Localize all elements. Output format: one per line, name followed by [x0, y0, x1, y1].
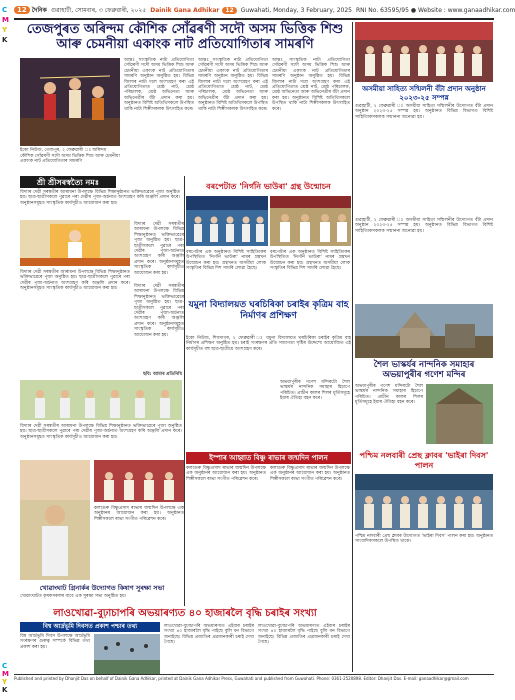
- date-english: Guwahati, Monday, 3 February, 2025: [240, 6, 352, 14]
- date-assamese: গুৱাহাটী, সোমবাৰ, ৩ ফেব্ৰুৱাৰী, ২০২৫: [50, 6, 147, 14]
- saraswati-title: শ্ৰী শ্ৰীসৰস্বত্যৈ নমঃ: [20, 176, 116, 188]
- award-photo: [355, 22, 493, 82]
- isptr-body-3: কলাগুৰু বিষ্ণুপ্ৰসাদ ৰাভাৰ জন্মদিন উপলক্ষে এক অনুষ্ঠানৰ আয়োজন কৰা হয়। অনুষ্ঠানত শিল্পীসকলে ৰাভা সংগীত পৰিৱেশন কৰে।: [94, 506, 184, 522]
- reg-mark-k: K: [2, 36, 8, 44]
- reg-mark-c: C: [2, 6, 8, 14]
- page-header: [14, 3, 515, 17]
- book-body-1: বৰপেটাৰ এক অনুষ্ঠানত বিশিষ্ট সাহিত্যিকৰ উপস্থিতিত 'নিৰ্গনি ভাউৰা' নামৰ গ্ৰন্থখন উন্মোচন কৰা হয়। গ্ৰন্থখনত অসমীয়া লোক সংস্কৃতিৰ বিভিন্ন দিশ সামৰি লোৱা হৈছে।: [186, 250, 266, 272]
- isptr-photo: [20, 460, 90, 580]
- brand-name-en: Dainik Gana Adhikar: [150, 6, 220, 14]
- paschim-photo: [355, 474, 493, 530]
- saraswati-photo: [20, 220, 130, 266]
- temple-title: শৈল ভাস্কৰ্যৰ নান্দনিক সমাহাৰ অভয়াপুৰীৰ গণেশ মন্দিৰ: [373, 360, 475, 380]
- temple-photo: [355, 304, 493, 358]
- imprint-footer: Published and printed by Dhanjit Das on behalf of Dainik Gana Adhikar, printed at Dainik Gana Adhikar Press, Guwahati and published from Guwahati. Phone: 0361-2520898. Editor: Dhanjit Das. E-mail: ganaadhikar@gmail.com: [14, 676, 469, 681]
- lakhi-title: লাওখোৱা-বুঢ়াচাপৰি অভয়াৰণ্যত ৪০ হাজাৰলৈ বৃদ্ধি চৰাইৰ সংখ্যা: [53, 608, 317, 619]
- header-rule: [14, 18, 494, 20]
- saraswati-byline: ছবি: আমাৰ প্ৰতিনিধি: [143, 372, 182, 377]
- isptr-title: ইস্পাৰ আহ্বাত বিষ্ণু ৰাভাৰ জন্মদিন পালন: [186, 452, 351, 464]
- book-photo-2: [270, 196, 351, 246]
- bishwa-title: বিশ্ব আৰ্দ্ৰভূমি দিবসত প্ৰকাশ পশ্চাৰ তথ্য: [20, 622, 160, 632]
- paschim-title: পশ্চিম নলবাৰী প্ৰেছ ক্লাবৰ 'ভাইৰা দিবস' পালন: [359, 450, 489, 470]
- main-caption: ইকো নিউজ, তেজপুৰ, ২ ফেব্ৰুৱাৰী ঃ অৰিন্দম কৌশিক সোঁৱৰণী সদৌ অসম ভিত্তিক শিশু আৰু চেমনীয়া একাংক নাট প্ৰতিযোগিতাৰ সামৰণি: [20, 148, 120, 164]
- yamuna-body: ইকো নিউজ, শিবসাগৰ, ২ ফেব্ৰুৱাৰী ঃ যমুনা বিদ্যালয়ত ঘৰচিৰিকা চৰাইৰ কৃত্ৰিম বাহ নিৰ্মাণৰ প্ৰশিক্ষণ অনুষ্ঠিত হয়। চৰাই সংৰক্ষণৰ প্ৰতি সজাগতা সৃষ্টিৰ উদ্দেশ্যে আয়োজিত এই কাৰ্যসূচীত বহু ছাত্ৰ-ছাত্ৰীয়ে অংশগ্ৰহণ কৰে।: [186, 336, 351, 352]
- award-title: অসমীয়া সাহিত্য সন্মিলনী বঁটা প্ৰদান অনুষ্ঠান ২০২৩-২৫ সম্পন্ন: [362, 84, 486, 102]
- saraswati-body: বিদ্যাৰ দেৱী সৰস্বতীৰ আৰাধনা উপলক্ষে বিভিন্ন শিক্ষানুষ্ঠানত ভক্তিভাৱেৰে পূজা অনুষ্ঠিত হয়। ছাত্ৰ-ছাত্ৰীসকলে পুৱাৰে পৰা দেৱীৰ পূজা-অৰ্চনাত অংশগ্ৰহণ কৰি অঞ্জলি প্ৰদান কৰে। অনুষ্ঠানসমূহত সাংস্কৃতিক কাৰ্যসূচীও আয়োজন কৰা হয়।: [20, 190, 180, 206]
- lakhi-body-1: লাওখোৱা-বুঢ়াচাপৰি অভয়াৰণ্যত এইবাৰ চৰাইৰ সংখ্যা ৪০ হাজাৰলৈ বৃদ্ধি পাইছে বুলি বন বিভাগে জনাইছে। বিভিন্ন প্ৰজাতিৰ প্ৰব্ৰজনকাৰী চৰাই দেখা গৈছে।: [164, 624, 254, 646]
- khowang-title: খোৱাংঘাট গ্ৰিনাৰ্কৰ উদ্যোগত কিষাণ সুৰক্ষা সভা: [39, 584, 165, 592]
- bishwa-body: বিশ্ব আৰ্দ্ৰভূমি দিবস উপলক্ষে আৰ্দ্ৰভূমি সংৰক্ষণৰ গুৰুত্ব সম্পৰ্কে বিভিন্ন তথ্য প্ৰকাশ কৰা হয়।: [20, 634, 90, 650]
- brand-name: দৈনিক: [31, 6, 47, 14]
- khowang-body: খোৱাংঘাটত কৃষকসকলৰ বাবে এক সুৰক্ষা সভা অনুষ্ঠিত হয়।: [20, 594, 127, 599]
- page-number-2: 12: [222, 7, 236, 14]
- main-headline: তেজপুৰত অৰিন্দম কৌশিক সোঁৱৰণী সদৌ অসম ভিত্তিক শিশু আৰু চেমনীয়া একাংক নাট প্ৰতিযোগিতাৰ সামৰণি: [26, 22, 344, 52]
- book-body-2: বৰপেটাৰ এক অনুষ্ঠানত বিশিষ্ট সাহিত্যিকৰ উপস্থিতিত 'নিৰ্গনি ভাউৰা' নামৰ গ্ৰন্থখন উন্মোচন কৰা হয়। গ্ৰন্থখনত অসমীয়া লোক সংস্কৃতিৰ বিভিন্ন দিশ সামৰি লোৱা হৈছে।: [270, 250, 350, 272]
- rni-website: RNI No. 63595/95 ● Website : www.ganaadhikar.com: [355, 6, 515, 14]
- reg-mark-k-bottom: K: [2, 686, 8, 694]
- award-body-2: গুৱাহাটী, ২ ফেব্ৰুৱাৰী ঃ অসমীয়া সাহিত্য সন্মিলনীৰ উদ্যোগত বঁটা প্ৰদান অনুষ্ঠান ২০২৩-২৫ সম্পন্ন হয়। অনুষ্ঠানত বিভিন্ন বিভাগত বিশিষ্ট সাহিত্যিকসকলক সন্মাননা জনোৱা হয়।: [355, 218, 493, 234]
- saraswati-body-3: বিদ্যাৰ দেৱী সৰস্বতীৰ আৰাধনা উপলক্ষে বিভিন্ন শিক্ষানুষ্ঠানত ভক্তিভাৱেৰে পূজা অনুষ্ঠিত হয়। ছাত্ৰ-ছাত্ৰীসকলে পুৱাৰে পৰা দেৱীৰ পূজা-অৰ্চনাত অংশগ্ৰহণ কৰি অঞ্জলি প্ৰদান কৰে। অনুষ্ঠানসমূহত সাংস্কৃতিক কাৰ্যসূচীও আয়োজন কৰা হয়।: [20, 270, 130, 292]
- book-photo-1: [186, 196, 268, 246]
- temple-body-1: অভয়াপুৰীৰ গণেশ মন্দিৰটো শৈল ভাস্কৰ্যৰ নান্দনিক সমাহাৰ হিচাপে পৰিচিত। প্ৰাচীন কালৰ শিলৰ মূৰ্তিসমূহে ইয়াৰ ঐতিহ্য বহন কৰে।: [280, 380, 350, 402]
- bird-photo: [94, 634, 160, 674]
- column-divider-right: [352, 22, 353, 672]
- reg-mark-m-bottom: M: [2, 670, 9, 678]
- reg-mark-y: Y: [2, 26, 8, 34]
- award-body: গুৱাহাটী, ২ ফেব্ৰুৱাৰী ঃ অসমীয়া সাহিত্য সন্মিলনীৰ উদ্যোগত বঁটা প্ৰদান অনুষ্ঠান ২০২৩-২৫ সম্পন্ন হয়। অনুষ্ঠানত বিভিন্ন বিভাগত বিশিষ্ট সাহিত্যিকসকলক সন্মাননা জনোৱা হয়।: [355, 104, 493, 120]
- isptr-body-1: কলাগুৰু বিষ্ণুপ্ৰসাদ ৰাভাৰ জন্মদিন উপলক্ষে এক অনুষ্ঠানৰ আয়োজন কৰা হয়। অনুষ্ঠানত শিল্পীসকলে ৰাভা সংগীত পৰিৱেশন কৰে।: [186, 466, 266, 482]
- isptr-body-2: কলাগুৰু বিষ্ণুপ্ৰসাদ ৰাভাৰ জন্মদিন উপলক্ষে এক অনুষ্ঠানৰ আয়োজন কৰা হয়। অনুষ্ঠানত শিল্পীসকলে ৰাভা সংগীত পৰিৱেশন কৰে।: [270, 466, 350, 482]
- temple-body-2: অভয়াপুৰীৰ গণেশ মন্দিৰটো শৈল ভাস্কৰ্যৰ নান্দনিক সমাহাৰ হিচাপে পৰিচিত। প্ৰাচীন কালৰ শিলৰ মূৰ্তিসমূহে ইয়াৰ ঐতিহ্য বহন কৰে।: [355, 384, 423, 406]
- saraswati-photo-2: [20, 380, 182, 420]
- reg-mark-c-bottom: C: [2, 662, 8, 670]
- isptr-photo-2: [94, 460, 184, 502]
- lakhi-body-2: লাওখোৱা-বুঢ়াচাপৰি অভয়াৰণ্যত এইবাৰ চৰাইৰ সংখ্যা ৪০ হাজাৰলৈ বৃদ্ধি পাইছে বুলি বন বিভাগে জনাইছে। বিভিন্ন প্ৰজাতিৰ প্ৰব্ৰজনকাৰী চৰাই দেখা গৈছে।: [258, 624, 350, 646]
- main-body-col1: আন্তঃ সাংস্কৃতিক নাট্য প্ৰতিযোগিতা সোঁৱৰণী সদৌ অসম ভিত্তিক শিশু আৰু চেমনীয়া একাংক নাট প্ৰতিযোগিতাৰ সামৰণি অনুষ্ঠান অনুষ্ঠিত হয়। বিভিন্ন জিলাৰ নাট্য দলে অংশগ্ৰহণ কৰা এই প্ৰতিযোগিতাত শ্ৰেষ্ঠ নাট, শ্ৰেষ্ঠ পৰিচালক, শ্ৰেষ্ঠ অভিনেতা আৰু অভিনেত্ৰীৰ বঁটা প্ৰদান কৰা হয়। অনুষ্ঠানত বিশিষ্ট অতিথিসকলে উপস্থিত থাকি নাট্য শিল্পীসকলক উৎসাহিত কৰে।: [124, 58, 194, 112]
- main-body-col3: আন্তঃ সাংস্কৃতিক নাট্য প্ৰতিযোগিতা সোঁৱৰণী সদৌ অসম ভিত্তিক শিশু আৰু চেমনীয়া একাংক নাট প্ৰতিযোগিতাৰ সামৰণি অনুষ্ঠান অনুষ্ঠিত হয়। বিভিন্ন জিলাৰ নাট্য দলে অংশগ্ৰহণ কৰা এই প্ৰতিযোগিতাত শ্ৰেষ্ঠ নাট, শ্ৰেষ্ঠ পৰিচালক, শ্ৰেষ্ঠ অভিনেতা আৰু অভিনেত্ৰীৰ বঁটা প্ৰদান কৰা হয়। অনুষ্ঠানত বিশিষ্ট অতিথিসকলে উপস্থিত থাকি নাট্য শিল্পীসকলক উৎসাহিত কৰে।: [272, 58, 350, 112]
- reg-mark-y-bottom: Y: [2, 678, 8, 686]
- footer-rule: [14, 674, 494, 675]
- saraswati-body-4: বিদ্যাৰ দেৱী সৰস্বতীৰ আৰাধনা উপলক্ষে বিভিন্ন শিক্ষানুষ্ঠানত ভক্তিভাৱেৰে পূজা অনুষ্ঠিত হয়। ছাত্ৰ-ছাত্ৰীসকলে পুৱাৰে পৰা দেৱীৰ পূজা-অৰ্চনাত অংশগ্ৰহণ কৰি অঞ্জলি প্ৰদান কৰে। অনুষ্ঠানসমূহত সাংস্কৃতিক কাৰ্যসূচীও আয়োজন কৰা হয়।: [134, 284, 184, 338]
- paschim-body: পশ্চিম নলবাৰী প্ৰেছ ক্লাবৰ উদ্যোগত 'ভাইৰা দিবস' পালন কৰা হয়। অনুষ্ঠানত সাংবাদিকসকলে উপস্থিত থাকে।: [355, 534, 493, 545]
- main-body-col2: আন্তঃ সাংস্কৃতিক নাট্য প্ৰতিযোগিতা সোঁৱৰণী সদৌ অসম ভিত্তিক শিশু আৰু চেমনীয়া একাংক নাট প্ৰতিযোগিতাৰ সামৰণি অনুষ্ঠান অনুষ্ঠিত হয়। বিভিন্ন জিলাৰ নাট্য দলে অংশগ্ৰহণ কৰা এই প্ৰতিযোগিতাত শ্ৰেষ্ঠ নাট, শ্ৰেষ্ঠ পৰিচালক, শ্ৰেষ্ঠ অভিনেতা আৰু অভিনেত্ৰীৰ বঁটা প্ৰদান কৰা হয়। অনুষ্ঠানত বিশিষ্ট অতিথিসকলে উপস্থিত থাকি নাট্য শিল্পীসকলক উৎসাহিত কৰে।: [198, 58, 268, 112]
- temple-photo-2: [426, 384, 493, 444]
- saraswati-body-2: বিদ্যাৰ দেৱী সৰস্বতীৰ আৰাধনা উপলক্ষে বিভিন্ন শিক্ষানুষ্ঠানত ভক্তিভাৱেৰে পূজা অনুষ্ঠিত হয়। ছাত্ৰ-ছাত্ৰীসকলে পুৱাৰে পৰা দেৱীৰ পূজা-অৰ্চনাত অংশগ্ৰহণ কৰি অঞ্জলি প্ৰদান কৰে। অনুষ্ঠানসমূহত সাংস্কৃতিক কাৰ্যসূচীও আয়োজন কৰা হয়।: [134, 222, 184, 276]
- drama-photo: [20, 58, 120, 146]
- yamuna-title: যমুনা বিদ্যালয়ত ঘৰচিৰিকা চৰাইৰ কৃত্ৰিম বাহ নিৰ্মাণৰ প্ৰশিক্ষণ: [188, 300, 349, 321]
- page-number: 12: [14, 6, 30, 14]
- reg-mark-m: M: [2, 16, 9, 24]
- saraswati-body-5: বিদ্যাৰ দেৱী সৰস্বতীৰ আৰাধনা উপলক্ষে বিভিন্ন শিক্ষানুষ্ঠানত ভক্তিভাৱেৰে পূজা অনুষ্ঠিত হয়। ছাত্ৰ-ছাত্ৰীসকলে পুৱাৰে পৰা দেৱীৰ পূজা-অৰ্চনাত অংশগ্ৰহণ কৰি অঞ্জলি প্ৰদান কৰে। অনুষ্ঠানসমূহত সাংস্কৃতিক কাৰ্যসূচীও আয়োজন কৰা হয়।: [20, 424, 182, 440]
- column-divider: [184, 176, 185, 606]
- book-title: বৰপেটাত 'নিৰ্গনি ভাউৰা' গ্ৰন্থ উন্মোচন: [206, 181, 331, 191]
- registration-bar: [0, 0, 12, 700]
